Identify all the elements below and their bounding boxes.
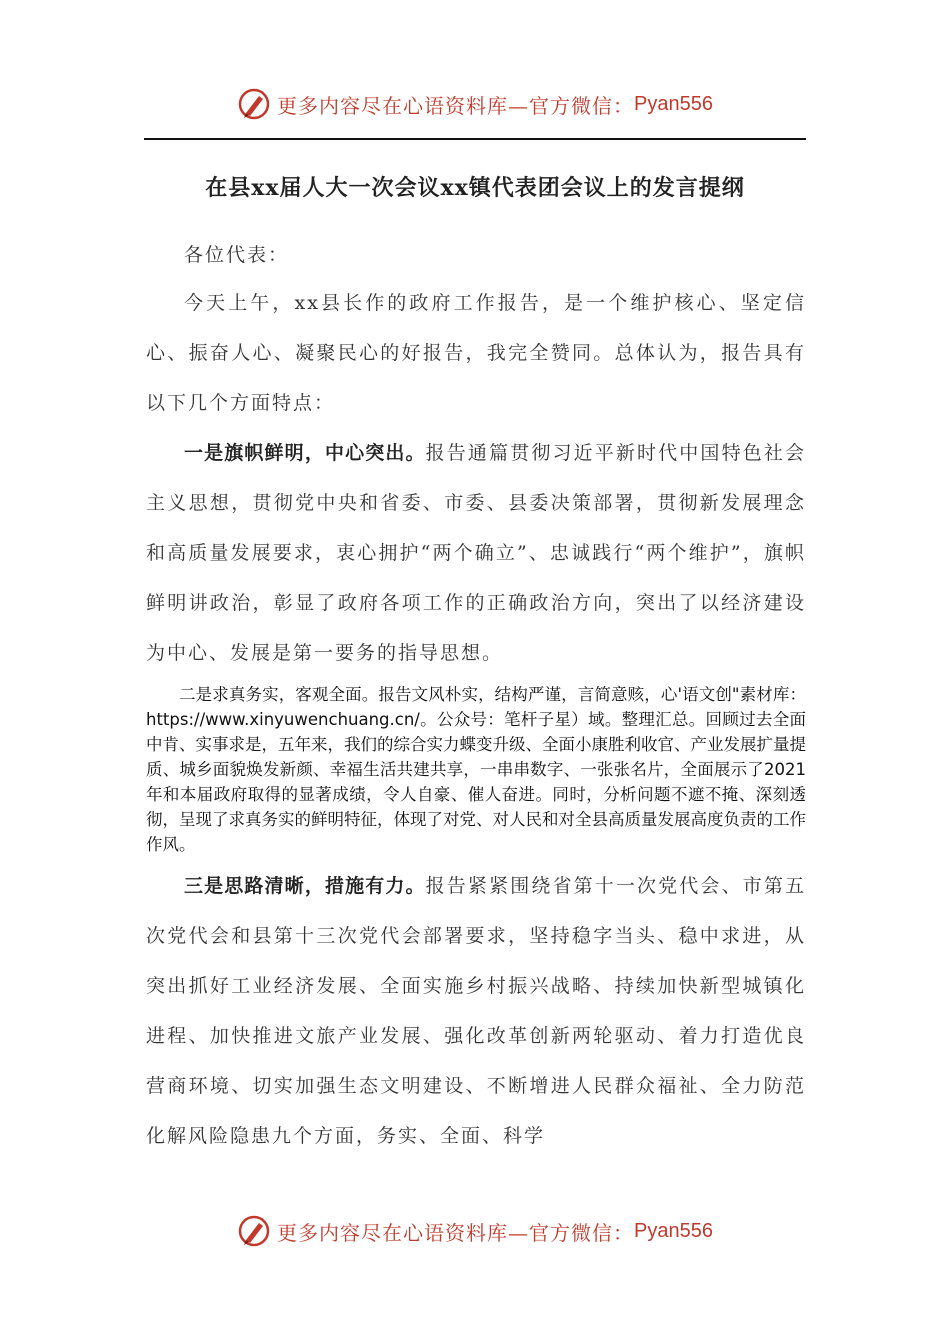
salutation: 各位代表： bbox=[184, 244, 290, 266]
point-one-body: 报告通篇贯彻习近平新时代中国特色社会主义思想，贯彻党中央和省委、市委、县委决策部署，贯彻新发展理念和高质量发展要求，衷心拥护“两个确立”、忠诚践行“两个维护”，旗帜鲜明讲政治，彰显了政府各项工作的正确政治方向，突出了以经济建设为中心、发展是第一要务的指导思想。 bbox=[146, 442, 806, 664]
document-title: 在县xx届人大一次会议xx镇代表团会议上的发言提纲 bbox=[205, 175, 745, 201]
point-three-body: 报告紧紧围绕省第十一次党代会、市第五次党代会和县第十三次党代会部署要求，坚持稳字当头、稳中求进，从突出抓好工业经济发展、全面实施乡村振兴战略、持续加快新型城镇化进程、加快推进文旅产业发展、强化改革创新两轮驱动、着力打造优良营商环境、切实加强生态文明建设、不断增进人民群众福祉、全力防范化解风险隐患九个方面，务实、全面、科学 bbox=[146, 875, 806, 1147]
point-three-paragraph bbox=[146, 861, 806, 1161]
footer-watermark-banner bbox=[0, 1211, 950, 1251]
banner-text: 更多内容尽在心语资料库—官方微信： bbox=[277, 93, 635, 118]
intro-paragraph: 今天上午，xx县长作的政府工作报告，是一个维护核心、坚定信心、振奋人心、凝聚民心的好报告，我完全赞同。总体认为，报告具有以下几个方面特点： bbox=[146, 292, 806, 414]
banner-wechat-id: Pyan556 bbox=[634, 1219, 713, 1242]
document-body bbox=[146, 232, 806, 1161]
banner-wechat-id: Pyan556 bbox=[634, 92, 713, 115]
pen-logo-icon bbox=[237, 87, 271, 121]
point-one-heading: 一是旗帜鲜明，中心突出。 bbox=[184, 442, 426, 464]
header-divider bbox=[144, 138, 806, 140]
point-two-paragraph: 二是求真务实，客观全面。报告文风朴实，结构严谨，言简意赅，心'语文创"素材库：https://www.xinyuwenchuang.cn/。公众号：笔杆子星）域。整理汇总。回顾过去全面中肯、实事求是，五年来，我们的综合实力蝶变升级、全面小康胜利收官、产业发展扩量提质、城乡面貌焕发新颜、幸福生活共建共享，一串串数字、一张张名片，全面展示了2021年和本届政府取得的显著成绩，令人自豪、催人奋进。同时，分析问题不遮不掩、深刻透彻，呈现了求真务实的鲜明特征，体现了对党、对人民和对全县高质量发展高度负责的工作作风。 bbox=[146, 685, 806, 854]
header-watermark-banner bbox=[0, 84, 950, 124]
point-three-heading: 三是思路清晰，措施有力。 bbox=[184, 875, 426, 897]
pen-logo-icon bbox=[237, 1214, 271, 1248]
banner-text: 更多内容尽在心语资料库—官方微信： bbox=[277, 1220, 635, 1245]
point-one-paragraph bbox=[146, 428, 806, 678]
